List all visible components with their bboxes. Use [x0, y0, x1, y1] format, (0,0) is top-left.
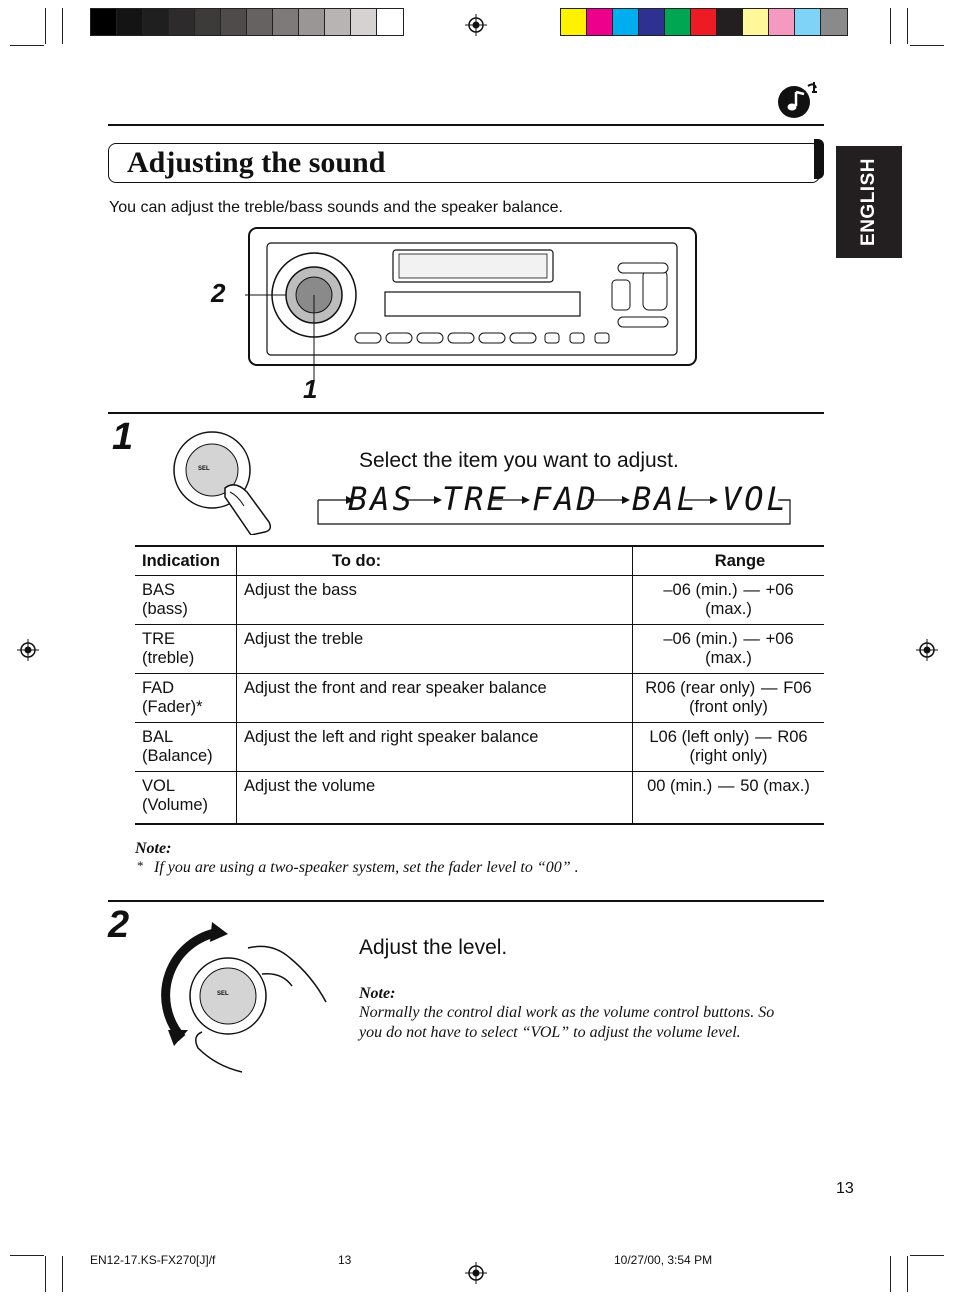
range-min: R06 (rear only) [645, 679, 756, 697]
page-title: Adjusting the sound [127, 146, 386, 179]
registration-mark-icon [465, 1262, 487, 1284]
color-swatch [691, 9, 717, 35]
display-vol: VOL [722, 480, 789, 518]
indication-code: TRE [142, 630, 175, 648]
registration-mark-icon [17, 639, 39, 661]
gray-swatch [247, 9, 273, 35]
indication-name: (treble) [142, 649, 195, 667]
table-row [135, 772, 824, 825]
range-max: +06 (max.) [705, 581, 794, 618]
color-swatch [665, 9, 691, 35]
color-swatch [561, 9, 587, 35]
range-min: –06 (min.) [663, 630, 738, 648]
display-fad: FAD [532, 480, 599, 518]
footer-file: EN12-17.KS-FX270[J]/f [90, 1253, 216, 1267]
crop-mark [907, 1256, 908, 1292]
header-todo: To do: [237, 546, 633, 576]
step-1-number: 1 [112, 416, 134, 458]
header-range: Range [633, 546, 825, 576]
step-2-number: 2 [108, 904, 130, 946]
todo-cell: Adjust the front and rear speaker balance [237, 674, 633, 723]
color-swatch [769, 9, 795, 35]
callout-2: 2 [211, 278, 226, 308]
color-swatch-bar [560, 8, 848, 36]
header-rule [108, 124, 824, 126]
color-swatch [821, 9, 847, 35]
gray-swatch [299, 9, 325, 35]
gray-swatch [377, 9, 403, 35]
color-swatch [743, 9, 769, 35]
range-dash: — [761, 679, 778, 697]
range-max: +06 (max.) [705, 630, 794, 667]
display-tre: TRE [442, 480, 509, 518]
indication-code: BAL [142, 728, 174, 746]
note-1-label: Note: [135, 840, 172, 857]
indication-code: VOL [142, 777, 176, 795]
crop-mark [10, 45, 44, 46]
range-max: F06 (front only) [689, 679, 812, 716]
indication-cell [135, 625, 237, 674]
color-swatch [795, 9, 821, 35]
crop-mark [910, 45, 944, 46]
note-2-label: Note: [359, 985, 396, 1002]
todo-cell: Adjust the left and right speaker balance [237, 723, 633, 772]
indication-cell [135, 723, 237, 772]
crop-mark [890, 8, 891, 44]
range-max: R06 (right only) [689, 728, 808, 765]
range-cell [633, 625, 825, 674]
indication-cell [135, 674, 237, 723]
title-box-shadow [814, 139, 824, 179]
sel-knob-label: SEL [217, 991, 229, 997]
color-swatch [587, 9, 613, 35]
range-dash: — [755, 728, 772, 746]
display-bas: BAS [348, 480, 415, 518]
crop-mark [45, 1256, 46, 1292]
range-min: 00 (min.) [647, 777, 713, 795]
indication-cell [135, 576, 237, 625]
range-dash: — [743, 630, 760, 648]
table-row [135, 674, 824, 723]
crop-mark [10, 1255, 44, 1256]
color-swatch [639, 9, 665, 35]
step-1-instruction: Select the item you want to adjust. [359, 449, 679, 472]
language-tab [836, 146, 902, 258]
range-cell [633, 723, 825, 772]
range-dash: — [717, 777, 735, 795]
registration-mark-icon [465, 14, 487, 36]
note-2-line-2: you do not have to select “VOL” to adjust the volume level. [359, 1024, 741, 1041]
crop-mark [910, 1255, 944, 1256]
table-row [135, 625, 824, 674]
note-1-text: If you are using a two-speaker system, set the fader level to “00” . [154, 859, 579, 876]
range-cell [633, 772, 825, 825]
callout-1: 1 [303, 374, 318, 404]
crop-mark [907, 8, 908, 44]
table-row [135, 723, 824, 772]
crop-mark [890, 1256, 891, 1292]
sel-knob-rotate-illustration [160, 920, 330, 1075]
note-2-line-1: Normally the control dial work as the volume control buttons. So [359, 1004, 775, 1021]
gray-swatch [325, 9, 351, 35]
title-box [108, 143, 820, 183]
gray-swatch [273, 9, 299, 35]
header-indication: Indication [135, 546, 237, 576]
table-header-row [135, 546, 824, 576]
crop-mark [62, 8, 63, 44]
todo-cell: Adjust the treble [237, 625, 633, 674]
indication-name: (bass) [142, 600, 188, 618]
gray-swatch [91, 9, 117, 35]
display-bal: BAL [632, 480, 699, 518]
range-cell [633, 674, 825, 723]
table-row [135, 576, 824, 625]
indication-name: (Fader)* [142, 698, 203, 716]
gray-swatch [351, 9, 377, 35]
footer-date: 10/27/00, 3:54 PM [614, 1253, 713, 1267]
indication-cell [135, 772, 237, 825]
indication-name: (Balance) [142, 747, 213, 765]
range-min: –06 (min.) [663, 581, 738, 599]
sound-settings-table [135, 545, 824, 825]
intro-text: You can adjust the treble/bass sounds and the speaker balance. [109, 199, 563, 216]
page-number: 13 [836, 1180, 854, 1197]
language-label: ENGLISH [858, 158, 879, 246]
range-cell [633, 576, 825, 625]
gray-swatch [195, 9, 221, 35]
color-swatch [613, 9, 639, 35]
registration-mark-icon [916, 639, 938, 661]
crop-mark [62, 1256, 63, 1292]
range-dash: — [743, 581, 760, 599]
car-stereo-illustration [200, 225, 700, 405]
section-divider [108, 900, 824, 902]
gray-swatch [221, 9, 247, 35]
footer-page: 13 [338, 1253, 352, 1267]
note-1-asterisk: * [137, 858, 144, 873]
crop-mark [45, 8, 46, 44]
todo-cell: Adjust the bass [237, 576, 633, 625]
indication-code: FAD [142, 679, 175, 697]
sel-knob-press-illustration [170, 430, 280, 535]
music-note-icon [774, 78, 822, 120]
section-divider [108, 412, 824, 414]
range-max: 50 (max.) [740, 777, 810, 795]
grayscale-swatch-bar [90, 8, 404, 36]
range-min: L06 (left only) [649, 728, 750, 746]
gray-swatch [117, 9, 143, 35]
gray-swatch [169, 9, 195, 35]
color-swatch [717, 9, 743, 35]
indication-code: BAS [142, 581, 176, 599]
indication-name: (Volume) [142, 796, 209, 814]
gray-swatch [143, 9, 169, 35]
sel-knob-label: SEL [198, 466, 210, 472]
todo-cell: Adjust the volume [237, 772, 633, 825]
step-2-instruction: Adjust the level. [359, 936, 508, 959]
